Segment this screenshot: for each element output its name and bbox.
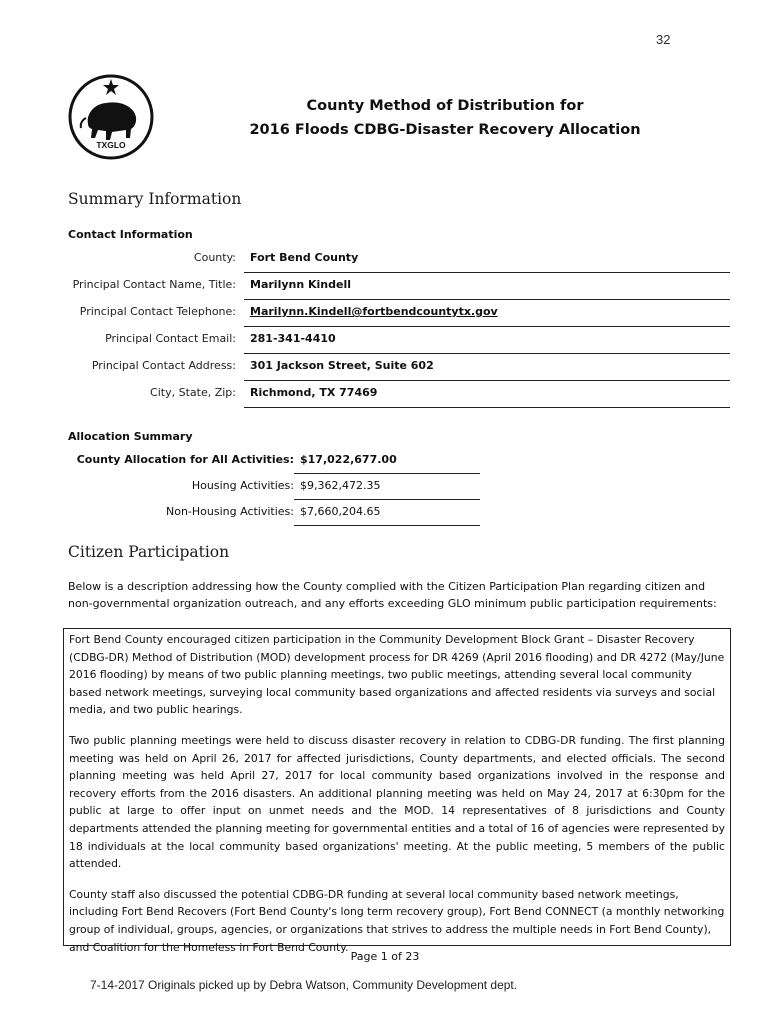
bison-star-seal-icon: [68, 74, 154, 160]
page-number: 32: [656, 32, 671, 47]
svg-text:TXGLO: TXGLO: [96, 140, 126, 150]
allocation-label: Housing Activities:: [191, 479, 294, 492]
allocation-value: $9,362,472.35: [300, 479, 381, 492]
contact-value: 301 Jackson Street, Suite 602: [250, 359, 434, 372]
paragraph: Fort Bend County encouraged citizen participation in the Community Development Block Grant – Disaster Recovery (CDBG-DR) Method of Distribution (MOD) development process for DR 4269 (April 2016 flooding) and DR 4272 (May/June 2016 flooding) by means of two public planning meetings, two public meetings, attending several local community based network meetings, surveying local community based organizations and affected residents via surveys and social media, and two public hearings.: [69, 633, 725, 717]
contact-value: Marilynn Kindell: [250, 278, 351, 291]
title-line-1: County Method of Distribution for: [306, 98, 584, 114]
underline: [294, 525, 480, 526]
contact-label: Principal Contact Email:: [105, 332, 236, 345]
allocation-value: $7,660,204.65: [300, 505, 381, 518]
paragraph: Two public planning meetings were held to discuss disaster recovery in relation to CDBG-DR funding. The first planning meeting was held on April 26, 2017 for affected jurisdictions, County departments, and elected officials. The second planning meeting was held April 27, 2017 for local community based organizations involved in the response and recovery efforts from the 2016 disasters. An additional planning meeting was held on May 24, 2017 at 6:30pm for the public at large to offer input on unmet needs and the MOD. 14 representatives of 8 jurisdictions and County departments attended the planning meeting for governmental entities and a total of 16 of agencies were represented by 18 individuals at the local community based organizations' meeting. At the public meeting, 5 members of the public attended.: [69, 733, 725, 871]
page-footer: Page 1 of 23: [350, 950, 420, 963]
contact-email-link[interactable]: Marilynn.Kindell@fortbendcountytx.gov: [250, 305, 498, 318]
citizen-intro-text: Below is a description addressing how the County complied with the Citizen Participation Plan regarding citizen and non-governmental organization outreach, and any efforts exceeding GLO minimum public participation requirements:: [68, 580, 717, 610]
contact-value: 281-341-4410: [250, 332, 336, 345]
handwritten-note: 7-14-2017 Originals picked up by Debra Watson, Community Development dept.: [90, 978, 518, 992]
title-line-2: 2016 Floods CDBG-Disaster Recovery Allocation: [249, 122, 641, 138]
citizen-participation-heading: Citizen Participation: [68, 543, 230, 561]
contact-row-email: [68, 327, 730, 354]
allocation-row-nonhousing: [68, 500, 480, 526]
contact-heading: Contact Information: [68, 228, 193, 241]
allocation-row-housing: [68, 474, 480, 500]
contact-label: Principal Contact Address:: [91, 359, 236, 372]
underline: [244, 407, 730, 408]
citizen-participation-textbox[interactable]: [63, 628, 731, 954]
allocation-value: $17,022,677.00: [300, 453, 397, 466]
contact-row-county: [68, 246, 730, 273]
allocation-row-total: [68, 448, 480, 474]
allocation-label: County Allocation for All Activities:: [76, 453, 294, 466]
allocation-heading: Allocation Summary: [68, 430, 193, 443]
contact-label: Principal Contact Name, Title:: [72, 278, 236, 291]
contact-row-name: [68, 273, 730, 300]
contact-value: Fort Bend County: [250, 251, 359, 264]
contact-label: Principal Contact Telephone:: [79, 305, 236, 318]
contact-label: County:: [193, 251, 236, 264]
contact-row-telephone: [68, 300, 730, 327]
summary-heading: Summary Information: [68, 190, 242, 208]
contact-label: City, State, Zip:: [150, 386, 236, 399]
contact-row-city: [68, 381, 730, 408]
document-title: [230, 94, 660, 142]
allocation-label: Non-Housing Activities:: [166, 505, 294, 518]
contact-row-address: [68, 354, 730, 381]
paragraph: County staff also discussed the potential CDBG-DR funding at several local community based network meetings, including Fort Bend Recovers (Fort Bend County's long term recovery group), Fort Bend CONNECT (a monthly networking group of individual, groups, agencies, or organizations that strives to address the multiple needs in Fort Bend County), and Coalition for the Homeless in Fort Bend County.: [69, 887, 725, 954]
txglo-logo: [68, 74, 154, 160]
contact-value: Richmond, TX 77469: [250, 386, 378, 399]
